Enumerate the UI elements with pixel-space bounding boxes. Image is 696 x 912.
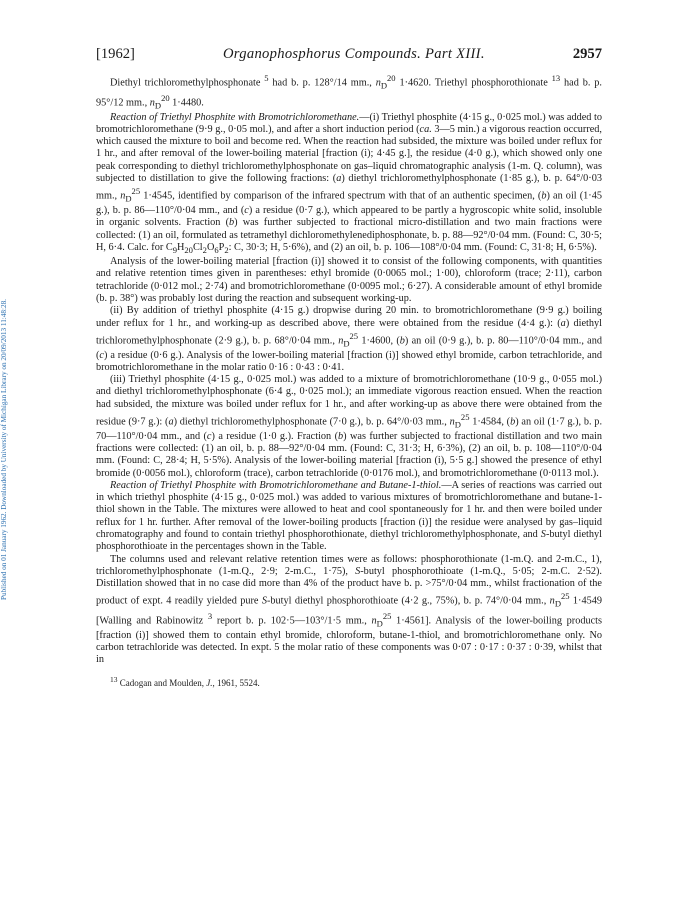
footnote: $^{13}$ Cadogan and Moulden, J., 1961, 5524. [110, 674, 260, 688]
paragraph: Diethyl trichloromethylphosphonate $^5$ had b. p. 128°/14 mm., $n_D^{20}$ 1·4620. Triethyl phosphorothionate $^{13}$ had b. p. 95°/12 mm., $n_D^{20}$ 1·4480. [96, 73, 602, 111]
paragraph: Analysis of the lower-boiling material [fraction (i)] showed it to consist of the following components, with quantities and relative retention times given in parentheses: ethyl bromide (0·0065 mol.; 1·00), chloroform (trace; 2·11), carbon tetrachloride (0·012 mol.; 2·74) and bromotrichloromethane (0·0095 mol.; 6·27). A considerable amount of ethyl bromide (b. p. 38°) was probably lost during the reaction and subsequent working-up. [96, 256, 602, 304]
paragraph: The columns used and relevant relative retention times were as follows: phosphorothionate (1-m.Q. and 2-m.C., 1), trichloromethylphosphonate (1-m.Q., 2·9; 2-m.C., 1·75), S-butyl phosphorothioate (1-m.Q., 5·05; 2-m.C. 2·52). Distillation showed that in no case did more than 4% of the product have b. p. >75°/0·04 mm., whilst fractionation of the product of expt. 4 readily yielded pure S-butyl diethyl phosphorothioate (4·2 g., 75%), b. p. 74°/0·04 mm., $n_D^{25}$ 1·4549 [Walling and Rabinowitz $^3$ report b. p. 102·5—103°/1·5 mm., $n_D^{25}$ 1·4561]. Analysis of the lower-boiling products [fraction (i)] showed them to contain ethyl bromide, chloroform, butane-1-thiol, and bromotrichloromethane only. No carbon tetrachloride was detected. In expt. 5 the molar ratio of these components was 0·07 : 0·17 : 0·37 : 0·39, whilst that in [96, 553, 603, 666]
page-number: 2957 [572, 46, 602, 62]
paragraph: Reaction of Triethyl Phosphite with Bromotrichloromethane and Butane-1-thiol.—A series of reactions was carried out in which triethyl phosphite (4·15 g., 0·025 mol.) was added to various mixtures of bromotrichloromethane and butane-1-thiol shown in the Table. The mixtures were allowed to heat and cool spontaneously for 1 hr. and then were boiled under reflux for 1 hr. further. After removal of the lower-boiling products [fraction (i)] the residue were analysed by gas–liquid chromatography and found to contain triethyl phosphorothionate, diethyl trichloromethylphosphonate, and S-butyl diethyl phosphorothioate in the percentages shown in the Table. [96, 479, 602, 553]
running-title: Organophosphorus Compounds. Part XIII. [222, 46, 485, 62]
journal-page [96, 46, 602, 689]
running-header [96, 46, 602, 63]
paragraph: (iii) Triethyl phosphite (4·15 g., 0·025 mol.) was added to a mixture of bromotrichloromethane (10·9 g., 0·055 mol.) and diethyl trichloromethylphosphonate (6·4 g., 0·025 mol.); an immediate vigorous reaction ensued. When the reaction had subsided, the mixture was boiled under reflux for 1 hr., and after working-up as above there were obtained from the residue (9·7 g.): (a) diethyl trichloromethylphosphonate (7·0 g.), b. p. 64°/0·03 mm., $n_D^{25}$ 1·4584, (b) an oil (1·7 g.), b. p. 70—110°/0·04 mm., and (c) a residue (1·0 g.). Fraction (b) was further subjected to fractional distillation and two main fractions were collected: (1) an oil, b. p. 88—92°/0·04 mm. (Found: C, 31·3; H, 6·3%), (2) an oil, b. p. 108—110°/0·04 mm. (Found: C, 28·4; H, 5·5%). Analysis of the lower-boiling material [fraction (i), 5·5 g.] showed the presence of ethyl bromide (0·0056 mol.), chloroform (trace), carbon tetrachloride (0·0176 mol.), and bromotrichloromethane (0·0113 mol.). [96, 374, 603, 479]
paragraph: (ii) By addition of triethyl phosphite (4·15 g.) dropwise during 20 min. to bromotrichloromethane (9·9 g.) boiling under reflux for 1 hr., and working-up as described above, there were obtained from the residue (4·4 g.): (a) diethyl trichloromethylphosphonate (2·9 g.), b. p. 68°/0·04 mm., $n_D^{25}$ 1·4600, (b) an oil (0·9 g.), b. p. 80—110°/0·04 mm., and (c) a residue (0·6 g.). Analysis of the lower-boiling material [fraction (i)] showed ethyl bromide, carbon tetrachloride, and bromotrichloromethane in the molar ratio 0·16 : 0·43 : 0·41. [96, 305, 603, 373]
download-watermark: Published on 01 January 1962. Downloaded by University of Michigan Library on 20/09/2013 11:48:28. [0, 299, 8, 600]
paragraph: Reaction of Triethyl Phosphite with Bromotrichloromethane.—(i) Triethyl phosphite (4·15 g., 0·025 mol.) was added to bromotrichloromethane (9·9 g., 0·05 mol.), and after a short induction period (ca. 3—5 min.) a vigorous reaction occurred, which caused the mixture to boil and become red. When the reaction had subsided, the mixture was boiled under reflux for 1 hr., and after removal of the lower-boiling material [fraction (i); 4·45 g.], the residue (4·0 g.), which showed only one peak corresponding to diethyl trichloromethylphosphonate on gas–liquid chromatographic analysis (1-m. Q. column), was subjected to distillation to give the following fractions: (a) diethyl trichloromethylphosphonate (1·85 g.), b. p. 64°/0·03 mm., $n_D^{25}$ 1·4545, identified by comparison of the infrared spectrum with that of an authentic specimen, (b) an oil (1·45 g.), b. p. 86—110°/0·04 mm., and (c) a residue (0·7 g.), which appeared to be partly a hygroscopic white solid, insoluble in organic solvents. Fraction (b) was further subjected to fractional micro-distillation and two main fractions were collected: (1) an oil, formulated as tetramethyl dichloromethylenediphosphonate, b. p. 88—92°/0·04 mm. (Found: C, 30·5; H, 6·4. Calc. for $C_9H_{20}Cl_2O_6P_2$: C, 30·3; H, 5·6%), and (2) an oil, b. p. 106—108°/0·04 mm. (Found: C, 31·8; H, 6·5%). [96, 111, 602, 255]
article-body [96, 72, 602, 667]
year-label: [1962] [96, 46, 135, 62]
